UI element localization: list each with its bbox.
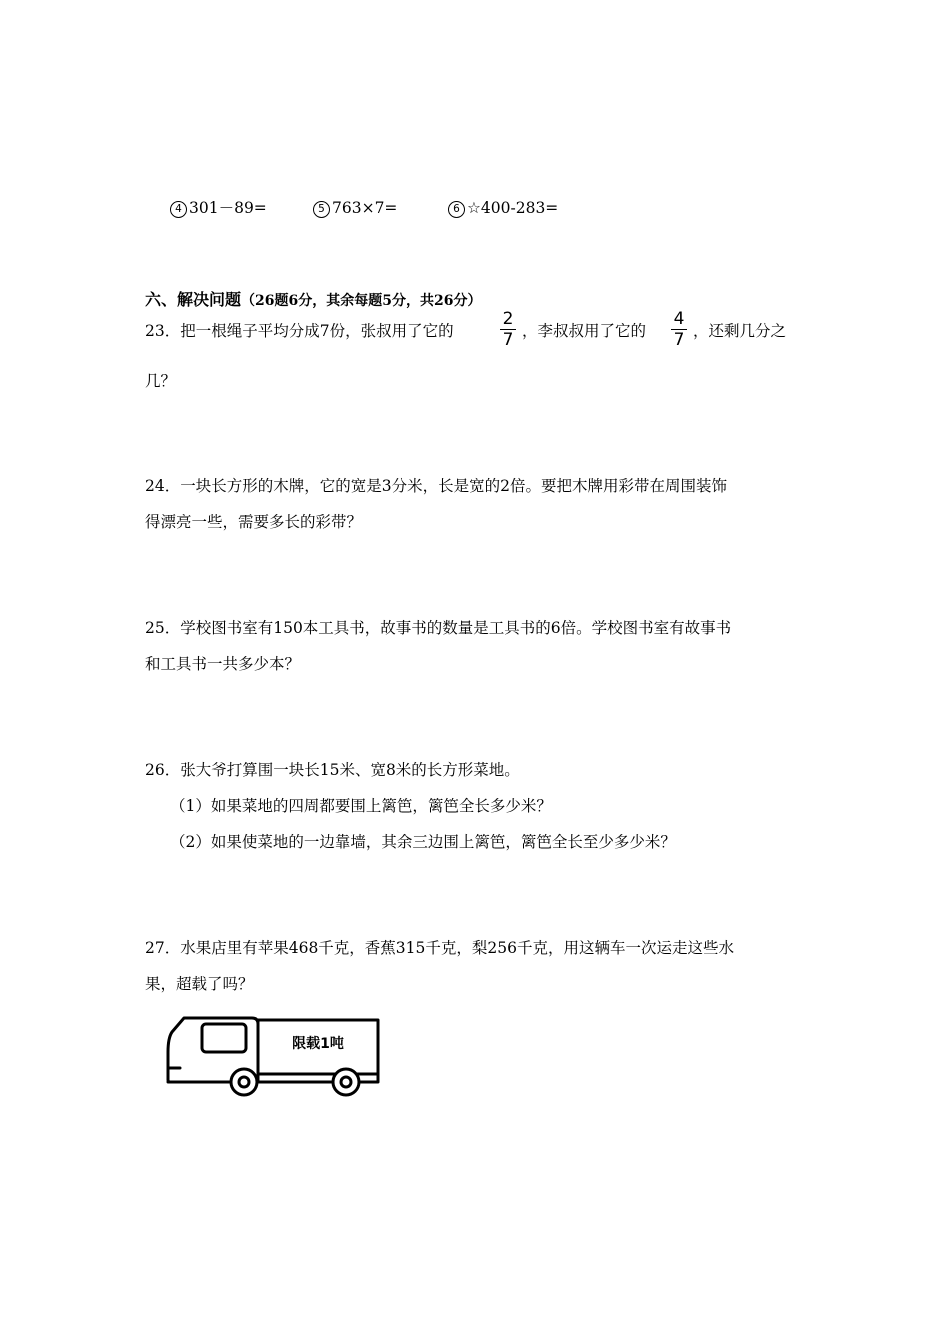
q27-text-line1: 27．水果店里有苹果468千克，香蕉315千克，梨256千克，用这辆车一次运走这些水 <box>145 939 734 957</box>
q23-fraction-1 <box>497 309 519 350</box>
q23-text-line2: 几？ <box>145 372 177 390</box>
fraction-denominator: 7 <box>502 330 514 350</box>
fraction-denominator: 7 <box>673 330 685 350</box>
q23-text-part2: ，李叔叔用了它的 <box>522 322 647 340</box>
fraction-numerator: 4 <box>673 309 685 329</box>
fraction-numerator: 2 <box>502 309 514 329</box>
q26-subquestion-1: （1）如果菜地的四周都要围上篱笆，篱笆全长多少米？ <box>170 797 552 815</box>
calc-item-5 <box>313 201 397 218</box>
section-note: （26题6分，其余每题5分，共26分） <box>241 293 482 309</box>
truck-illustration <box>160 1010 390 1102</box>
calc-item-6 <box>448 201 558 218</box>
truck-capacity-label: 限载1吨 <box>292 1036 344 1052</box>
truck-window <box>202 1024 246 1052</box>
q24-text-line2: 得漂亮一些，需要多长的彩带？ <box>145 513 363 531</box>
section-title: 六、解决问题 <box>145 290 242 309</box>
truck-wheel-front-hub <box>239 1077 249 1087</box>
q23-text-part3: ，还剩几分之 <box>693 322 787 340</box>
q25-text-line1: 25．学校图书室有150本工具书，故事书的数量是工具书的6倍。学校图书室有故事书 <box>145 619 732 637</box>
q24-text-line1: 24．一块长方形的木牌，它的宽是3分米，长是宽的2倍。要把木牌用彩带在周围装饰 <box>145 477 727 495</box>
circled-number: 4 <box>170 201 187 218</box>
q26-text-line1: 26．张大爷打算围一块长15米、宽8米的长方形菜地。 <box>145 761 520 779</box>
circled-number: 5 <box>313 201 330 218</box>
q27-text-line2: 果，超载了吗？ <box>145 975 254 993</box>
q25-text-line2: 和工具书一共多少本？ <box>145 655 301 673</box>
section-heading <box>145 287 481 310</box>
q23-text-part1: 23．把一根绳子平均分成7份，张叔用了它的 <box>145 322 454 340</box>
q23-fraction-2 <box>668 309 690 350</box>
truck-wheel-rear-hub <box>341 1077 351 1087</box>
calc-expression: 763×7= <box>332 199 398 217</box>
calc-expression: ☆400-283= <box>467 199 559 217</box>
calc-item-4 <box>170 201 267 218</box>
q26-subquestion-2: （2）如果使菜地的一边靠墙，其余三边围上篱笆，篱笆全长至少多少米？ <box>170 833 676 851</box>
calc-expression: 301－89= <box>189 199 267 217</box>
circled-number: 6 <box>448 201 465 218</box>
